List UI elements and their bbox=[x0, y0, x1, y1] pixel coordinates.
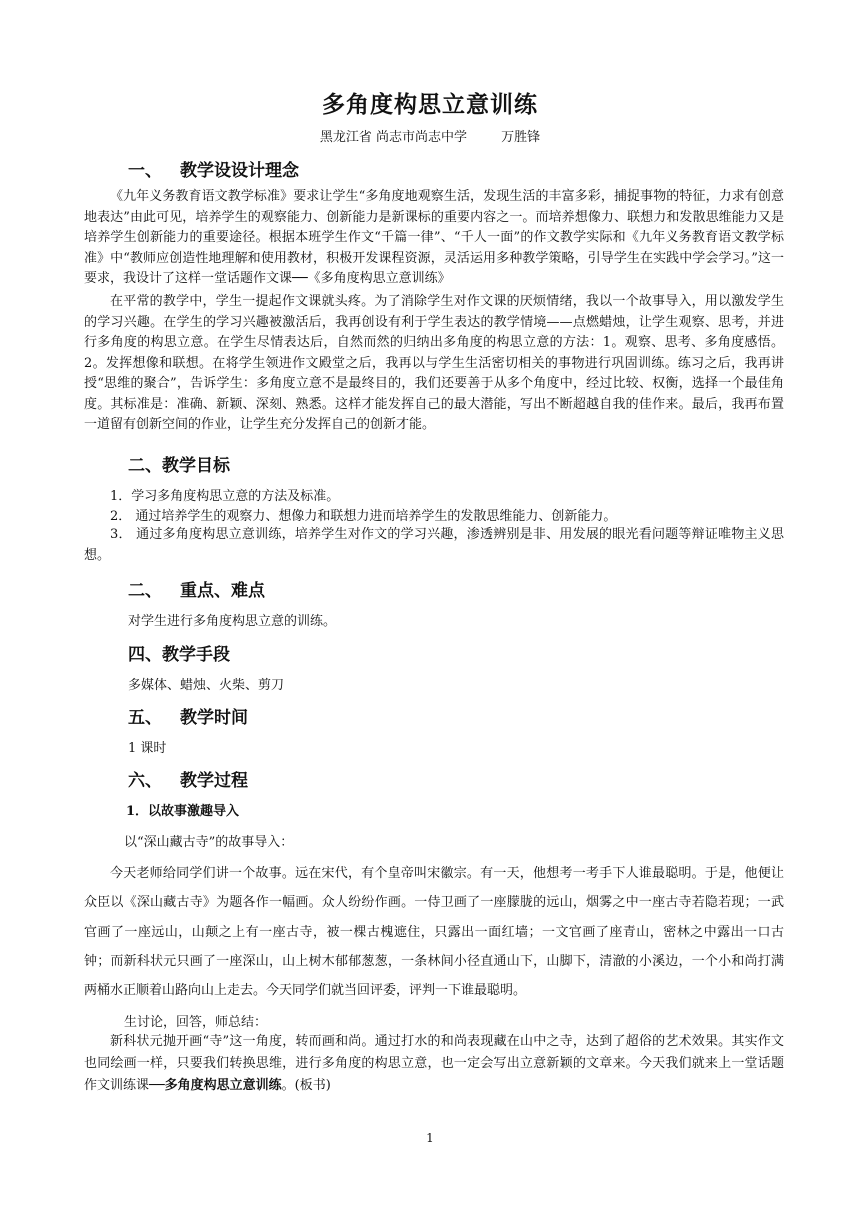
goal-item-3: 3． 通过多角度构思立意训练，培养学生对作文的学习兴趣，渗透辨别是非、用发展的眼光看问题等辩证唯物主义思想。 bbox=[84, 527, 784, 563]
process-step-1: 1．以故事激趣导入 bbox=[126, 804, 240, 819]
document-title: 多角度构思立意训练 bbox=[322, 91, 538, 118]
section-heading-means bbox=[128, 640, 230, 665]
process-intro: 以“深山藏古寺”的故事导入： bbox=[124, 835, 294, 850]
key-points-text: 对学生进行多角度构思立意的训练。 bbox=[128, 614, 337, 629]
goal-item-1: 1．学习多角度构思立意的方法及标准。 bbox=[110, 489, 340, 504]
section-title: 重点、难点 bbox=[180, 581, 265, 601]
section-number: 五、 bbox=[128, 708, 162, 728]
section-number: 六、 bbox=[128, 771, 162, 791]
board-title: 多角度构思立意训练 bbox=[164, 1078, 282, 1093]
section-heading-process bbox=[128, 766, 248, 791]
process-story: 今天老师给同学们讲一个故事。远在宋代，有个皇帝叫宋徽宗。有一天，他想考一考手下人谁最聪明。于是，他便让众臣以《深山藏古寺》为题各作一幅画。众人纷纷作画。一侍卫画了一座朦胧的远山，烟雾之中一座古寺若隐若现；一武官画了一座远山，山颠之上有一座古寺，被一棵古槐遮住，只露出一面红墙；一文官画了座青山，密林之中露出一口古钟；而新科状元只画了一座深山，山上树木郁郁葱葱，一条林间小径直通山下，山脚下，清澈的小溪边，一个小和尚打满两桶水正顺着山路向山上走去。今天同学们就当回评委，评判一下谁最聪明。 bbox=[84, 866, 784, 999]
concept-paragraph-1: 《九年义务教育语文教学标准》要求让学生“多角度地观察生活，发现生活的丰富多彩，捕捉事物的特征，力求有创意地表达”由此可见，培养学生的观察能力、创新能力是新课标的重要内容之一。而培养想像力、联想力和发散思维能力又是培养学生创新能力的重要途径。根据本班学生作文“千篇一律”、“千人一面”的作文教学实际和《九年义务教育语文教学标准》中“教师应创造性地理解和使用教材，积极开发课程资源，灵活运用多种教学策略，引导学生在实践中学会学习。”这一要求，我设计了这样一堂话题作文课──《多角度构思立意训练》 bbox=[84, 189, 784, 286]
section-heading-concept bbox=[128, 156, 299, 181]
summary-text: 新科状元抛开画“寺”这一角度，转而画和尚。通过打水的和尚表现藏在山中之寺，达到了超俗的艺术效果。其实作文也同绘画一样，只要我们转换思维，进行多角度的构思立意，也一定会写出立意新颖的文章来。今天我们就来上一堂话题作文训练课── bbox=[84, 1034, 784, 1093]
section-title: 教学设设计理念 bbox=[180, 161, 299, 181]
goal-item-2: 2． 通过培养学生的观察力、想像力和联想力进而培养学生的发散思维能力、创新能力。 bbox=[110, 509, 617, 524]
section-title: 教学过程 bbox=[180, 771, 248, 791]
byline-author: 万胜锋 bbox=[501, 130, 541, 145]
concept-paragraph-2: 在平常的教学中，学生一提起作文课就头疼。为了消除学生对作文课的厌烦情绪，我以一个故事导入，用以激发学生的学习兴趣。在学生的学习兴趣被激活后，我再创设有利于学生表达的教学情境——点燃蜡烛，让学生观察、思考，并进行多角度的构思立意。在学生尽情表达后，自然而然的归纳出多角度的构思立意的方法：1。观察、思考、多角度感悟。2。发挥想像和联想。在将学生领进作文殿堂之后，我再以与学生生活密切相关的事物进行巩固训练。练习之后，我再讲授“思维的聚合”，告诉学生：多角度立意不是最终目的，我们还要善于从多个角度中，经过比较、权衡，选择一个最佳角度。其标准是：准确、新颖、深刻、熟悉。这样才能发挥自己的最大潜能，写出不断超越自我的佳作来。最后，我再布置一道留有创新空间的作业，让学生充分发挥自己的创新才能。 bbox=[84, 294, 784, 432]
section-heading-time bbox=[128, 703, 248, 728]
process-summary bbox=[84, 1031, 784, 1097]
process-discussion: 生讨论，回答，师总结： bbox=[124, 1015, 268, 1030]
means-text: 多媒体、蜡烛、火柴、剪刀 bbox=[128, 678, 285, 693]
section-title: 教学手段 bbox=[162, 645, 230, 665]
summary-end: 。(板书) bbox=[281, 1078, 331, 1093]
section-number: 二、 bbox=[128, 456, 162, 476]
time-text: 1 课时 bbox=[128, 741, 167, 756]
section-heading-key-points bbox=[128, 576, 265, 601]
section-number: 一、 bbox=[128, 161, 162, 181]
byline-school: 黑龙江省 尚志市尚志中学 bbox=[319, 130, 468, 145]
page-number: 1 bbox=[426, 1131, 434, 1145]
section-number: 二、 bbox=[128, 581, 162, 601]
section-heading-goals bbox=[128, 451, 230, 476]
section-title: 教学目标 bbox=[162, 456, 230, 476]
section-number: 四、 bbox=[128, 645, 162, 665]
byline bbox=[0, 126, 860, 145]
section-title: 教学时间 bbox=[180, 708, 248, 728]
